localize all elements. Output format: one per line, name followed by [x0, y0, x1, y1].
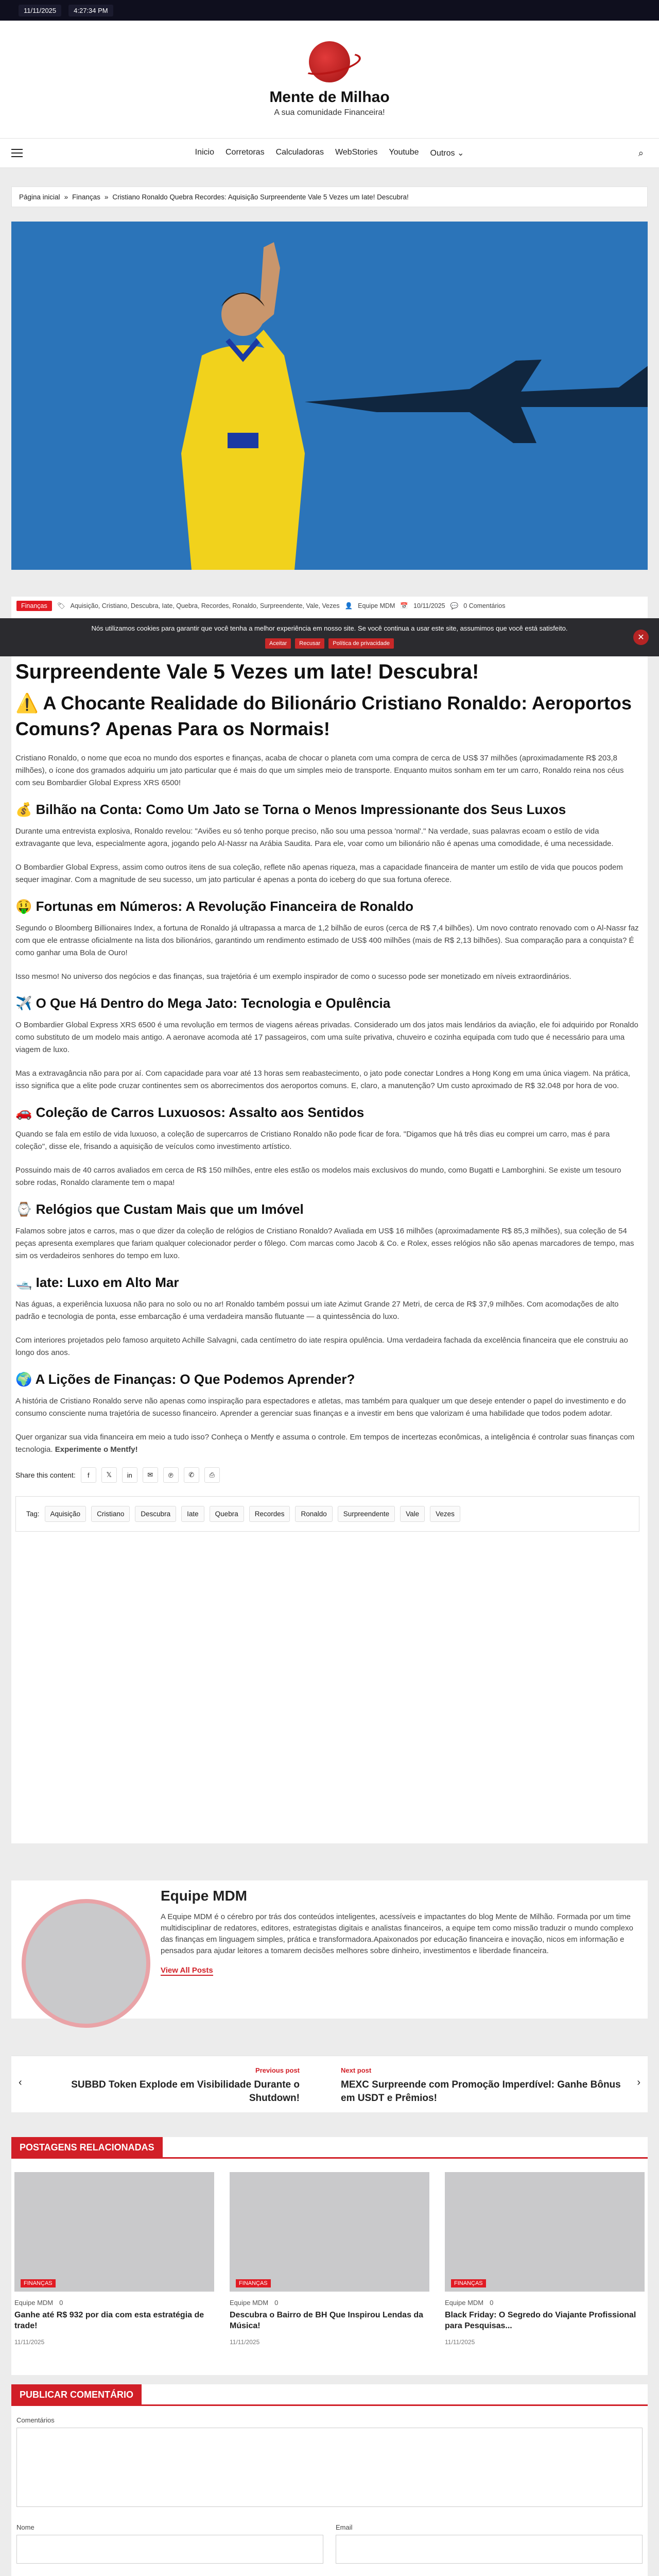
previous-post-label: Previous post [255, 2066, 300, 2074]
breadcrumb [11, 187, 648, 207]
cookie-privacy-button[interactable]: Política de privacidade [328, 638, 394, 649]
tag-label: Tag: [26, 1510, 40, 1518]
post-navigation [11, 2056, 648, 2112]
comment-count: 0 [490, 2299, 494, 2307]
breadcrumb-category[interactable]: Finanças [72, 193, 100, 201]
site-tagline: A sua comunidade Financeira! [274, 108, 385, 117]
paragraph: Isso mesmo! No universo dos negócios e das finanças, sua trajetória é um exemplo inspirador de como o sucesso pode ser monetizado em níveis extraordinários. [15, 972, 571, 981]
view-all-posts-link[interactable]: View All Posts [161, 1966, 213, 1975]
tag-item[interactable]: Surpreendente [338, 1506, 395, 1522]
tag-item[interactable]: Descubra [135, 1506, 176, 1522]
search-icon[interactable]: ⌕ [638, 148, 644, 158]
comment-count: 0 [59, 2299, 63, 2307]
section-heading: 🌍 A Lições de Finanças: O Que Podemos Aprender? [15, 1371, 355, 1387]
featured-image [11, 222, 648, 570]
paragraph: Durante uma entrevista explosiva, Ronaldo revelou: "Aviões eu só tenho porque preciso, não sou uma pessoa 'normal'." Na verdade, suas palavras ecoam o estilo de vida extravagante que leva, especialmente agora, jogando pelo Al-Nassr na Arábia Saudita. Para ele, voar como um bilionário não é apenas uma comodidade, é uma necessidade. [15, 827, 614, 848]
tag-item[interactable]: Cristiano [91, 1506, 130, 1522]
breadcrumb-separator-icon: » [64, 193, 68, 201]
x-share-icon[interactable]: 𝕏 [101, 1467, 117, 1483]
post-author[interactable]: Equipe MDM [445, 2299, 484, 2307]
next-post[interactable] [341, 2066, 629, 2105]
post-date: 10/11/2025 [413, 602, 445, 609]
tag-item[interactable]: Vale [400, 1506, 425, 1522]
site-branding [0, 21, 659, 138]
section-heading: 🛥️ Iate: Luxo em Alto Mar [15, 1275, 179, 1290]
paragraph: Nas águas, a experiência luxuosa não para no solo ou no ar! Ronaldo também possui um iate Azimut Grande 27 Metri, de cerca de R$ 37,9 milhões. Com acomodações de alto padrão e tecnologia de ponta, esse embarcação é uma verdadeira mansão flutuante — a quintessência do luxo. [15, 1300, 619, 1321]
post-title[interactable]: Black Friday: O Segredo do Viajante Profissional para Pesquisas... [445, 2311, 636, 2330]
paragraph: Mas a extravagância não para por aí. Com capacidade para voar até 13 horas sem reabastecimento, o jato pode conectar Londres a Hong Kong em uma única viagem. Na prática, isso significa que a elite pode cruzar continentes sem os aborrecimentos dos aeroportos comuns. E, claro, a manutenção? Um custo aproximado de R$ 32.048 por hora de voo. [15, 1069, 631, 1090]
cta-link[interactable]: Experimente o Mentfy! [55, 1445, 138, 1454]
chevron-left-icon[interactable]: ‹ [19, 2077, 22, 2088]
whatsapp-share-icon[interactable]: ✆ [184, 1467, 199, 1483]
user-icon: 👤 [344, 602, 353, 609]
paragraph: Possuindo mais de 40 carros avaliados em cerca de R$ 150 milhões, entre eles estão os modelos mais exclusivos do mundo, como Bugatti e Lamborghini. Se existe um tesouro sobre rodas, Ronaldo claramente tem o mapa! [15, 1166, 621, 1187]
category-badge[interactable]: FINANÇAS [451, 2279, 486, 2287]
close-icon[interactable]: ✕ [633, 630, 649, 645]
cookie-accept-button[interactable]: Aceitar [265, 638, 291, 649]
post-author[interactable]: Equipe MDM [230, 2299, 269, 2307]
name-label: Nome [16, 2523, 34, 2531]
article-card [11, 597, 648, 1843]
post-title[interactable]: Descubra o Bairro de BH Que Inspirou Lendas da Música! [230, 2311, 424, 2330]
tag-item[interactable]: Vezes [430, 1506, 460, 1522]
cookie-text: Nós utilizamos cookies para garantir que você tenha a melhor experiência em nosso site. Se você continua a usar este site, assumimos que você está satisfeito. [91, 624, 568, 632]
email-field[interactable] [336, 2535, 643, 2564]
tag-icon: 🏷 [57, 602, 65, 609]
tag-item[interactable]: Iate [181, 1506, 204, 1522]
article-title: Surpreendente Vale 5 Vezes um Iate! Descubra! [15, 660, 479, 683]
paragraph: Com interiores projetados pelo famoso arquiteto Achille Salvagni, cada centímetro do iate respira opulência. Uma verdadeira fachada da excelência financeira que ele construiu ao longo dos anos. [15, 1336, 628, 1357]
nav-item-youtube[interactable]: Youtube [389, 148, 419, 157]
related-post-card[interactable] [445, 2172, 645, 2346]
email-label: Email [336, 2523, 353, 2531]
tag-item[interactable]: Aquisição [45, 1506, 86, 1522]
comment-count: 0 [274, 2299, 279, 2307]
related-posts [11, 2137, 648, 2375]
nav-item-webstories[interactable]: WebStories [335, 148, 378, 157]
nav-item-outros[interactable] [430, 148, 464, 158]
chevron-right-icon[interactable]: › [637, 2077, 640, 2088]
related-posts-heading: POSTAGENS RELACIONADAS [11, 2137, 163, 2158]
post-title[interactable]: Ganhe até R$ 932 por dia com esta estratégia de trade! [14, 2311, 204, 2330]
author-bio: A Equipe MDM é o cérebro por trás dos conteúdos inteligentes, acessíveis e impactantes do blog Mente de Milhão. Formada por um time multidisciplinar de redatores, editores, estrategistas digitais e analistas financeiros, a equipe tem como missão traduzir o mundo complexo das finanças em linguagem simples, prática e transformadora.Apaixonados por educação financeira e inovação, nicos em informação e pensados para ajudar leitores a tomarem decisões melhores sobre dinheiro, investimentos e liberdade financeira. [161, 1912, 633, 1955]
post-thumbnail[interactable] [230, 2172, 429, 2292]
post-date: 11/11/2025 [445, 2338, 475, 2346]
comment-form-heading: PUBLICAR COMENTÁRIO [11, 2384, 142, 2405]
paragraph [15, 1431, 639, 1456]
author-box [11, 1880, 648, 2019]
previous-post-title: SUBBD Token Explode em Visibilidade Durante o Shutdown! [71, 2079, 300, 2104]
cookie-reject-button[interactable]: Recusar [295, 638, 324, 649]
next-post-label: Next post [341, 2066, 372, 2074]
section-heading: ⌚ Relógios que Custam Mais que um Imóvel [15, 1201, 304, 1217]
facebook-share-icon[interactable]: f [81, 1467, 96, 1483]
paragraph: O Bombardier Global Express, assim como outros itens de sua coleção, reflete não apenas riqueza, mas a capacidade financeira de manter um estilo de vida que poucos podem sequer imaginar. Com a magnitude de seu sucesso, um jato particular é apenas a ponta do iceberg do que sua fortuna oferece. [15, 863, 623, 884]
paragraph: Segundo o Bloomberg Billionaires Index, a fortuna de Ronaldo já ultrapassa a marca de 1,2 bilhão de euros (cerca de R$ 7,4 bilhões). Um novo contrato renovado com o Al-Nassr faz com que ele entrasse oficialmente na lista dos bilionários, garantindo um rendimento estimado de US$ 400 milhões (mais de R$ 2,13 bilhões). Sua comparação para a conquista? É como ganhar uma Bola de Ouro! [15, 924, 639, 957]
menu-icon[interactable] [11, 149, 23, 160]
comment-form [11, 2384, 648, 2576]
chevron-down-icon: ⌄ [457, 149, 464, 158]
comment-label: Comentários [16, 2416, 55, 2424]
top-bar [0, 0, 659, 21]
nav-item-inicio[interactable]: Inicio [195, 148, 214, 157]
cta-text: Quer organizar sua vida financeira em meio a tudo isso? Conheça o Mentfy e assuma o controle. Em tempos de incertezas econômicas, a inteligência é controlar suas finanças com tecnologia. [15, 1433, 635, 1454]
section-heading: 🤑 Fortunas em Números: A Revolução Financeira de Ronaldo [15, 899, 414, 914]
breadcrumb-current: Cristiano Ronaldo Quebra Recordes: Aquisição Surpreendente Vale 5 Vezes um Iate! Descubra! [112, 193, 409, 201]
post-author[interactable]: Equipe MDM [358, 602, 395, 609]
tag-list [15, 1496, 639, 1532]
cookie-banner [0, 618, 659, 656]
post-thumbnail[interactable] [445, 2172, 645, 2292]
paragraph: Cristiano Ronaldo, o nome que ecoa no mundo dos esportes e finanças, acaba de chocar o planeta com uma compra de cerca de US$ 37 milhões (aproximadamente R$ 203,8 milhões), o ícone dos gramados adquiriu um jato particular que é mais do que um simples meio de transporte. Enquanto muitos sonham em ter um carro, Ronaldo reina nos céus com seu Bombardier Global Express XRS 6500! [15, 754, 624, 787]
breadcrumb-separator-icon: » [104, 193, 109, 201]
article-subtitle: ⚠️ A Chocante Realidade do Bilionário Cristiano Ronaldo: Aeroportos Comuns? Apenas Para os Normais! [15, 692, 632, 739]
post-tags-inline[interactable]: Aquisição, Cristiano, Descubra, Iate, Quebra, Recordes, Ronaldo, Surpreendente, Vale, Vezes [70, 602, 340, 609]
previous-post[interactable] [42, 2066, 300, 2105]
post-date: 11/11/2025 [230, 2338, 260, 2346]
calendar-icon: 📅 [400, 602, 408, 609]
time-badge: 4:27:34 PM [68, 5, 113, 16]
tag-item[interactable]: Quebra [210, 1506, 244, 1522]
share-bar [15, 1467, 639, 1483]
post-date: 11/11/2025 [14, 2338, 45, 2346]
name-field[interactable] [16, 2535, 323, 2564]
nav-item-calculadoras[interactable]: Calculadoras [275, 148, 324, 157]
site-title[interactable]: Mente de Milhao [269, 89, 390, 106]
section-heading: 🚗 Coleção de Carros Luxuosos: Assalto aos Sentidos [15, 1105, 365, 1120]
paragraph: O Bombardier Global Express XRS 6500 é uma revolução em termos de viagens aéreas privadas. Considerado um dos jatos mais lendários da aviação, ele foi adquirido por Ronaldo como substituto de um modelo mais antigo. A aeronave acomoda até 17 passageiros, com uma suíte privativa, chuveiro e cozinha equipada com tudo que é necessário para uma viagem de luxo. [15, 1021, 638, 1054]
post-author[interactable]: Equipe MDM [14, 2299, 54, 2307]
section-heading: 💰 Bilhão na Conta: Como Um Jato se Torna o Menos Impressionante dos Seus Luxos [15, 802, 566, 817]
share-label: Share this content: [15, 1471, 76, 1479]
section-heading: ✈️ O Que Há Dentro do Mega Jato: Tecnologia e Opulência [15, 995, 391, 1011]
post-meta [16, 601, 643, 611]
player-figure [166, 237, 320, 570]
category-badge[interactable]: FINANÇAS [236, 2279, 271, 2287]
pinterest-share-icon[interactable]: ℗ [163, 1467, 179, 1483]
comment-icon: 💬 [450, 602, 459, 609]
avatar[interactable] [22, 1899, 150, 2028]
jet-silhouette [300, 340, 648, 448]
post-comments-count[interactable]: 0 Comentários [463, 602, 506, 609]
print-share-icon[interactable]: ⎙ [204, 1467, 220, 1483]
related-post-card[interactable] [14, 2172, 214, 2346]
next-post-title: MEXC Surpreende com Promoção Imperdível: Ganhe Bônus em USDT e Prêmios! [341, 2079, 621, 2104]
category-badge[interactable]: Finanças [16, 601, 52, 611]
paragraph: Quando se fala em estilo de vida luxuoso, a coleção de supercarros de Cristiano Ronaldo não pode ficar de fora. "Digamos que há três dias eu comprei um carro, mas é para coleção", disse ele, frisando a aquisição de veículos como investimento artístico. [15, 1130, 610, 1151]
paragraph: Falamos sobre jatos e carros, mas o que dizer da coleção de relógios de Cristiano Ronaldo? Avaliada em US$ 16 milhões (aproximadamente R$ 85,3 milhões), sua coleção de 54 peças apresenta exemplares que fariam qualquer colecionador perder o fôlego. Com marcas como Jacob & Co. e Rolex, esses relógios não são apenas marcadores de tempo, mas sim os verdadeiros senhores do tempo em luxo. [15, 1227, 634, 1260]
tag-item[interactable]: Recordes [249, 1506, 290, 1522]
related-post-card[interactable] [230, 2172, 429, 2346]
nav-item-outros-label: Outros [430, 149, 455, 158]
author-name[interactable]: Equipe MDM [161, 1888, 247, 1904]
site-logo[interactable] [309, 41, 350, 82]
date-badge: 11/11/2025 [19, 5, 61, 16]
main-nav [0, 138, 659, 168]
email-share-icon[interactable]: ✉ [143, 1467, 158, 1483]
paragraph: A história de Cristiano Ronaldo serve não apenas como inspiração para espectadores e atletas, mas também para qualquer um que deseje entender o papel do investimento e do consumo consciente numa trajetória de sucesso financeiro. Aprender a gerenciar suas finanças e a investir em bens que valorizam é uma habilidade que todos podem adotar. [15, 1397, 626, 1418]
breadcrumb-home[interactable]: Página inicial [19, 193, 60, 201]
post-thumbnail[interactable] [14, 2172, 214, 2292]
article-body [15, 658, 639, 1532]
nav-item-corretoras[interactable]: Corretoras [225, 148, 265, 157]
tag-item[interactable]: Ronaldo [295, 1506, 332, 1522]
category-badge[interactable]: FINANÇAS [21, 2279, 56, 2287]
comment-textarea[interactable] [16, 2428, 643, 2507]
linkedin-share-icon[interactable]: in [122, 1467, 137, 1483]
